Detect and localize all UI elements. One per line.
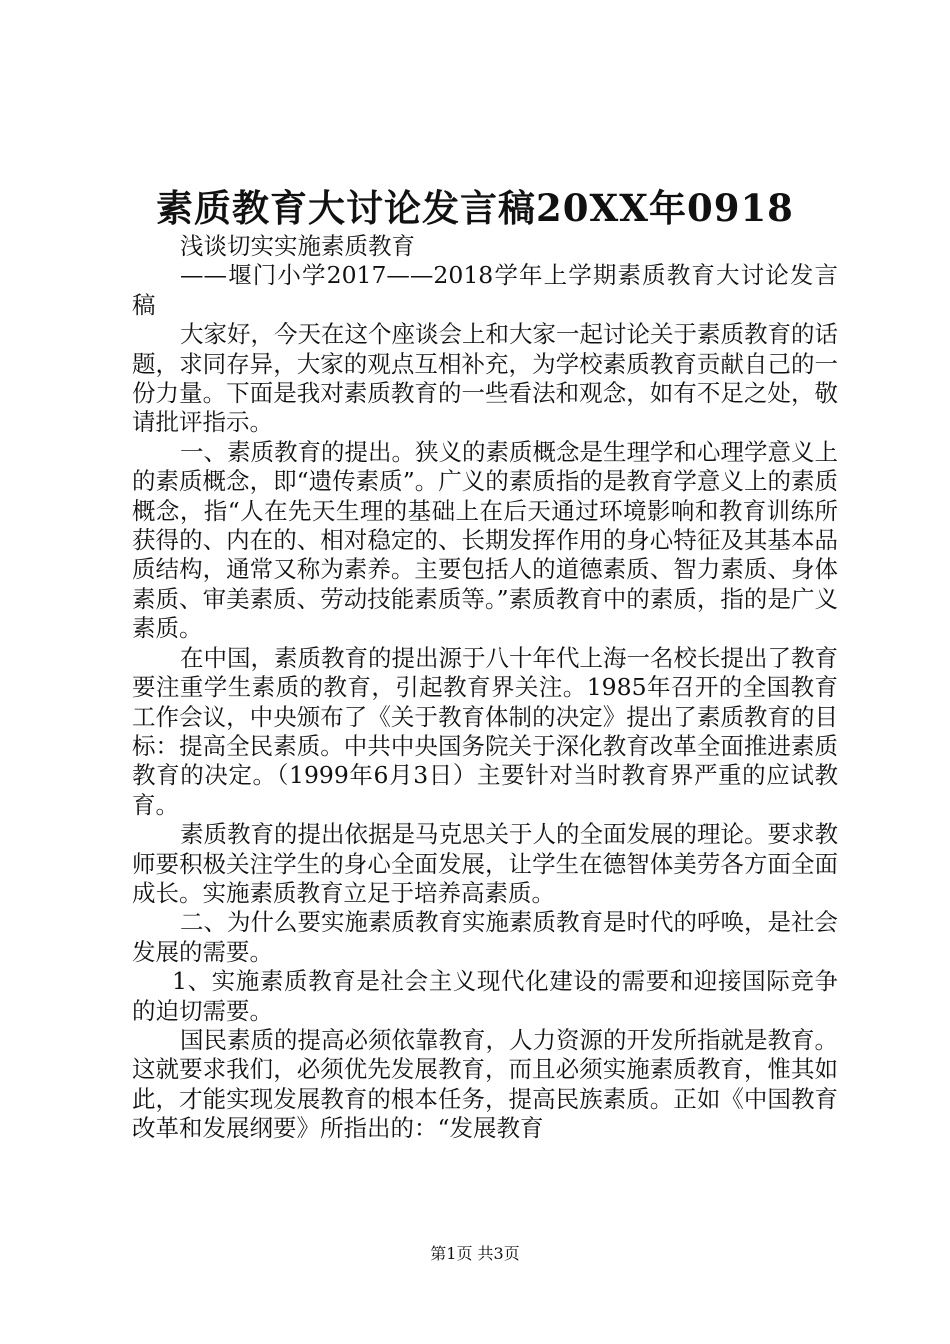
document-title: 素质教育大讨论发言稿20XX年0918 (156, 186, 794, 230)
paragraph: 1、实施素质教育是社会主义现代化建设的需要和迎接国际竞争的迫切需要。 (132, 967, 838, 1025)
paragraph: 大家好，今天在这个座谈会上和大家一起讨论关于素质教育的话题，求同存异，大家的观点互相补充，为学校素质教育贡献自己的一份力量。下面是我对素质教育的一些看法和观念，如有不足之处，敬请批评指示。 (132, 320, 838, 437)
paragraph: 国民素质的提高必须依靠教育，人力资源的开发所指就是教育。这就要求我们，必须优先发展教育，而且必须实施素质教育，惟其如此，才能实现发展教育的根本任务，提高民族素质。正如《中国教育改革和发展纲要》所指出的：“发展教育 (132, 1025, 838, 1143)
document-body (132, 232, 838, 1144)
byline: ——堰门小学2017——2018学年上学期素质教育大讨论发言稿 (132, 261, 838, 319)
paragraph: 二、为什么要实施素质教育实施素质教育是时代的呼唤，是社会发展的需要。 (132, 908, 838, 966)
page-footer: 第1页 共3页 (430, 1244, 520, 1263)
subtitle: 浅谈切实实施素质教育 (180, 232, 415, 260)
paragraph: 一、素质教育的提出。狭义的素质概念是生理学和心理学意义上的素质概念，即“遗传素质”。广义的素质指的是教育学意义上的素质概念，指“人在先天生理的基础上在后天通过环境影响和教育训练所获得的、内在的、相对稳定的、长期发挥作用的身心特征及其基本品质结构，通常又称为素养。主要包括人的道德素质、智力素质、身体素质、审美素质、劳动技能素质等。”素质教育中的素质，指的是广义素质。 (132, 437, 838, 643)
paragraph: 在中国，素质教育的提出源于八十年代上海一名校长提出了教育要注重学生素质的教育，引起教育界关注。1985年召开的全国教育工作会议，中央颁布了《关于教育体制的决定》提出了素质教育的目标：提高全民素质。中共中央国务院关于深化教育改革全面推进素质教育的决定。（1999年6月3日）主要针对当时教育界严重的应试教育。 (132, 643, 838, 819)
paragraph: 素质教育的提出依据是马克思关于人的全面发展的理论。要求教师要积极关注学生的身心全面发展，让学生在德智体美劳各方面全面成长。实施素质教育立足于培养高素质。 (132, 820, 838, 907)
